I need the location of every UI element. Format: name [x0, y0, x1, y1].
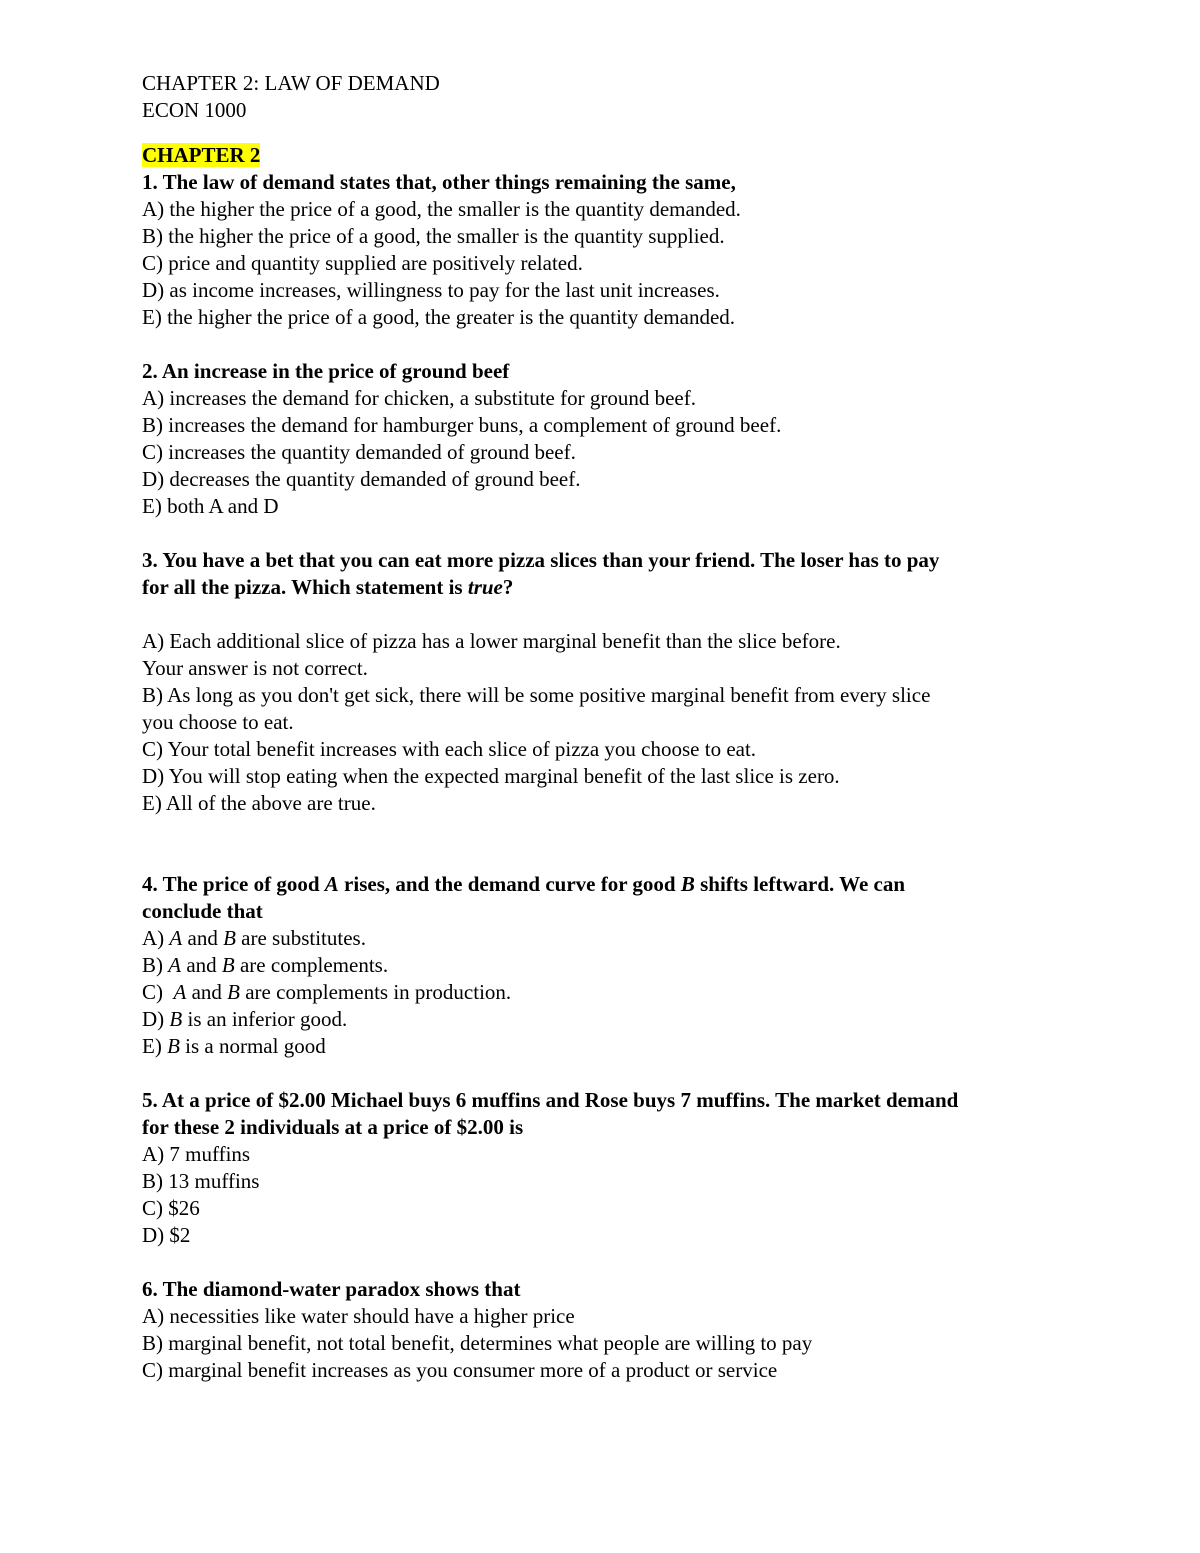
- spacer: [142, 601, 1102, 628]
- answer-option: [142, 1006, 1102, 1033]
- spacer: [142, 124, 1102, 142]
- variable: A: [173, 980, 187, 1004]
- variable: B: [221, 953, 235, 977]
- question-5: [142, 1087, 1102, 1249]
- question-stem-line-1: [142, 871, 1102, 898]
- variable-a: A: [324, 872, 339, 896]
- question-6: [142, 1276, 1102, 1384]
- answer-option: A) necessities like water should have a higher price: [142, 1304, 575, 1328]
- answer-option: C) marginal benefit increases as you consumer more of a product or service: [142, 1358, 778, 1382]
- answer-option: C) Your total benefit increases with each slice of pizza you choose to eat.: [142, 737, 757, 761]
- answer-option: C) increases the quantity demanded of ground beef.: [142, 440, 576, 464]
- option-text: is a normal good: [179, 1034, 326, 1058]
- option-letter: C): [142, 980, 174, 1004]
- stem-text: ?: [502, 575, 514, 599]
- variable-b: B: [680, 872, 695, 896]
- answer-option: A) the higher the price of a good, the smaller is the quantity demanded.: [142, 197, 741, 221]
- spacer: [142, 817, 1102, 871]
- stem-text: shifts leftward. We can: [694, 872, 906, 896]
- question-2: [142, 358, 1102, 520]
- spacer: [142, 331, 1102, 358]
- answer-option: B) marginal benefit, not total benefit, determines what people are willing to pay: [142, 1331, 813, 1355]
- variable: B: [223, 926, 236, 950]
- variable: B: [169, 1007, 183, 1031]
- answer-option: D) You will stop eating when the expected marginal benefit of the last slice is zero.: [142, 764, 840, 788]
- option-text: is an inferior good.: [182, 1007, 348, 1031]
- option-text: are substitutes.: [235, 926, 366, 950]
- answer-option: D) $2: [142, 1223, 191, 1247]
- answer-option: [142, 952, 1102, 979]
- variable: B: [167, 1034, 180, 1058]
- answer-option: B) 13 muffins: [142, 1169, 260, 1193]
- option-text: are complements.: [234, 953, 389, 977]
- option-text: and: [182, 926, 224, 950]
- answer-option: E) the higher the price of a good, the greater is the quantity demanded.: [142, 305, 736, 329]
- answer-option: A) 7 muffins: [142, 1142, 251, 1166]
- answer-option: D) as income increases, willingness to pay for the last unit increases.: [142, 278, 720, 302]
- option-letter: B): [142, 953, 169, 977]
- answer-option-continued: you choose to eat.: [142, 710, 294, 734]
- answer-option: A) Each additional slice of pizza has a lower marginal benefit than the slice before.: [142, 629, 841, 653]
- question-stem-line-2: conclude that: [142, 899, 263, 923]
- question-stem: 1. The law of demand states that, other things remaining the same,: [142, 170, 736, 194]
- answer-option: E) both A and D: [142, 494, 279, 518]
- answer-option: B) the higher the price of a good, the smaller is the quantity supplied.: [142, 224, 725, 248]
- option-text: are complements in production.: [239, 980, 512, 1004]
- spacer: [142, 1249, 1102, 1276]
- stem-text: for all the pizza. Which statement is: [142, 575, 468, 599]
- answer-option: B) As long as you don't get sick, there will be some positive marginal benefit from every slice: [142, 683, 931, 707]
- question-1: [142, 169, 1102, 331]
- chapter-highlight: CHAPTER 2: [142, 143, 261, 167]
- question-stem-line-1: 3. You have a bet that you can eat more pizza slices than your friend. The loser has to pay: [142, 548, 940, 572]
- stem-text: 4. The price of good: [142, 872, 325, 896]
- answer-option: C) $26: [142, 1196, 200, 1220]
- answer-option: E) All of the above are true.: [142, 791, 376, 815]
- answer-option: [142, 925, 1102, 952]
- option-text: and: [181, 953, 222, 977]
- option-letter: E): [142, 1034, 168, 1058]
- question-stem: 2. An increase in the price of ground beef: [142, 359, 510, 383]
- chapter-heading: [142, 142, 1102, 169]
- answer-option: D) decreases the quantity demanded of ground beef.: [142, 467, 581, 491]
- stem-text: rises, and the demand curve for good: [338, 872, 681, 896]
- feedback-text: Your answer is not correct.: [142, 656, 368, 680]
- answer-option: C) price and quantity supplied are positively related.: [142, 251, 583, 275]
- question-3: [142, 547, 1102, 817]
- option-letter: A): [142, 926, 170, 950]
- document-body: [142, 70, 1102, 1384]
- question-stem-line-2: for these 2 individuals at a price of $2.00 is: [142, 1115, 524, 1139]
- variable: A: [168, 953, 182, 977]
- answer-option: [142, 979, 1102, 1006]
- document-title: CHAPTER 2: LAW OF DEMAND: [142, 71, 440, 95]
- answer-option: B) increases the demand for hamburger buns, a complement of ground beef.: [142, 413, 782, 437]
- answer-option: A) increases the demand for chicken, a substitute for ground beef.: [142, 386, 696, 410]
- question-stem: 6. The diamond-water paradox shows that: [142, 1277, 521, 1301]
- option-letter: D): [142, 1007, 170, 1031]
- spacer: [142, 1060, 1102, 1087]
- course-code: ECON 1000: [142, 98, 247, 122]
- variable: B: [227, 980, 240, 1004]
- question-4: [142, 871, 1102, 1060]
- answer-option: [142, 1033, 1102, 1060]
- question-stem-line-1: 5. At a price of $2.00 Michael buys 6 muffins and Rose buys 7 muffins. The market demand: [142, 1088, 959, 1112]
- variable: A: [169, 926, 183, 950]
- option-text: and: [186, 980, 228, 1004]
- question-stem-line-2: [142, 574, 1102, 601]
- spacer: [142, 520, 1102, 547]
- emphasis-true: true: [467, 575, 503, 599]
